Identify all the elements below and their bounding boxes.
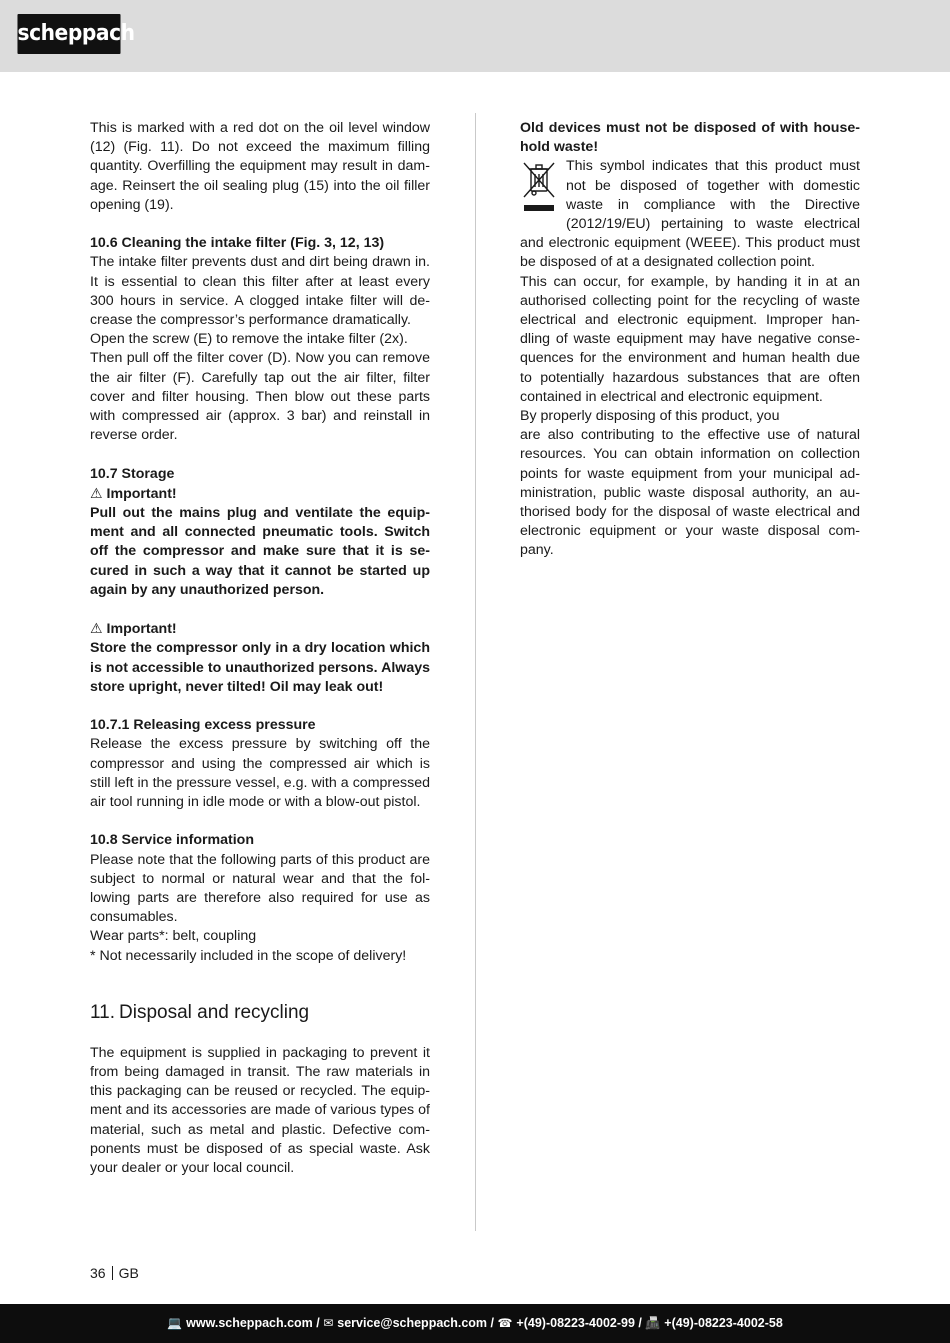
weee-block: [520, 157, 860, 272]
crossed-out-wheelie-bin-icon: [520, 159, 558, 217]
weee-paragraph-3: By properly disposing of this product, you: [520, 408, 780, 425]
website-link[interactable]: www.scheppach.com: [186, 1316, 313, 1330]
footer-separator: /: [312, 1316, 324, 1330]
scheppach-logo: scheppach: [17, 14, 120, 54]
disposal-heading: Old devices must not be disposed of with household waste!: [520, 120, 860, 156]
weee-paragraph-2: This can occur, for example, by handing it in at an authorised collecting point for the recycling of waste electrical and electronic equipment. Improper handling of waste equipment may have negative consequences for the environment and human health due to potentially hazardous substances that are often contained in electrical and electronic equipment.: [520, 273, 860, 405]
page-number-value: 36: [90, 1265, 106, 1281]
section-11-heading: [90, 1000, 430, 1026]
important-heading-1: [90, 484, 430, 504]
section-10-8-heading: 10.8 Service information: [90, 832, 255, 849]
section-11-number: 11.: [90, 1001, 116, 1023]
section-10-6-paragraph-3: Then pull off the filter cover (D). Now you can remove the air filter (F). Carefully tap out the air filter, filter cover and filter housing. Then blow out these parts with compressed air (approx. 3 bar) and reinstall in reverse order.: [90, 350, 430, 444]
section-10-8-paragraph-2: Wear parts*: belt, coupling: [90, 928, 257, 945]
section-10-7-1-heading: 10.7.1 Releasing excess pressure: [90, 717, 316, 734]
page-footer: [0, 1304, 950, 1343]
warning-triangle-icon: ⚠: [90, 484, 103, 501]
section-10-6-heading: 10.6 Cleaning the intake filter (Fig. 3, 12, 13): [90, 235, 385, 252]
section-10-8-paragraph-1: Please note that the following parts of this product are subject to normal or natural wear and that the following parts are therefore also required for use as consumables.: [90, 851, 430, 926]
intro-paragraph: This is marked with a red dot on the oil level window (12) (Fig. 11). Do not exceed the maximum filling quantity. Overfilling the equipment may result in damage. Reinsert the oil sealing plug (15) into the oil filler opening (19).: [90, 120, 430, 213]
column-divider: [475, 113, 476, 1231]
mail-icon: ✉: [323, 1316, 334, 1330]
weee-paragraph-4: are also contributing to the effective use of natural resources. You can obtain information on collection points for waste equipment from your municipal administration, public waste disposal authority, an authorised body for the disposal of waste electrical and electronic equipment or your waste disposal company.: [520, 427, 860, 559]
section-11-title: Disposal and recycling: [119, 1001, 310, 1023]
important-heading-2: [90, 619, 430, 639]
section-10-6-paragraph-1: The intake filter prevents dust and dirt being drawn in. It is essential to clean this filter after at least every 300 hours in service. A clogged intake filter will decrease the compressor’s performance dramatically.: [90, 254, 430, 329]
section-10-6-paragraph-2: Open the screw (E) to remove the intake filter (2x).: [90, 331, 408, 348]
fax-icon: 📠: [645, 1316, 661, 1330]
email-link[interactable]: service@scheppach.com: [337, 1316, 488, 1330]
footer-separator: /: [634, 1316, 646, 1330]
page-header: [0, 0, 950, 72]
storage-warning-2: Store the compressor only in a dry location which is not accessible to unauthorized persons. Always store upright, never tilted! Oil may leak out!: [90, 640, 430, 695]
page-language: GB: [118, 1265, 139, 1281]
phone-number: +(49)-08223-4002-99: [516, 1316, 635, 1330]
right-column: [520, 119, 860, 561]
fax-number: +(49)-08223-4002-58: [664, 1316, 783, 1330]
storage-warning-1: Pull out the mains plug and ventilate the equipment and all connected pneumatic tools. Switch off the compressor and make sure that it is secured in such a way that it cannot be started up again by any unauthorized person.: [90, 505, 430, 598]
section-10-8-paragraph-3: * Not necessarily included in the scope of delivery!: [90, 947, 407, 964]
page-number-separator: [112, 1266, 113, 1280]
computer-icon: 💻: [167, 1316, 183, 1330]
left-column: [90, 119, 430, 1178]
weee-paragraph-1: This symbol indicates that this product must not be disposed of together with domestic waste in compliance with the Directive (2012/19/EU) pertaining to waste electrical and electronic equipment (WEEE). This product must be disposed of at a designated collection point.: [520, 158, 860, 271]
footer-separator: /: [487, 1316, 498, 1330]
section-10-7-1-paragraph: Release the excess pressure by switching off the compressor and using the compressed air which is still left in the pressure vessel, e.g. with a compressed air tool running in idle mode or with a blow-out pistol.: [90, 736, 430, 811]
warning-triangle-icon: ⚠: [90, 620, 103, 637]
important-label: Important!: [106, 485, 177, 502]
page-number: [90, 1264, 139, 1283]
phone-icon: ☎: [497, 1316, 513, 1330]
important-label: Important!: [106, 621, 177, 638]
section-10-7-heading: 10.7 Storage: [90, 465, 175, 482]
section-11-paragraph: The equipment is supplied in packaging to prevent it from being damaged in transit. The raw materials in this packaging can be reused or recycled. The equipment and its accessories are made of various types of material, such as metal and plastic. Defective components must be disposed of as special waste. Ask your dealer or your local council.: [90, 1044, 430, 1177]
